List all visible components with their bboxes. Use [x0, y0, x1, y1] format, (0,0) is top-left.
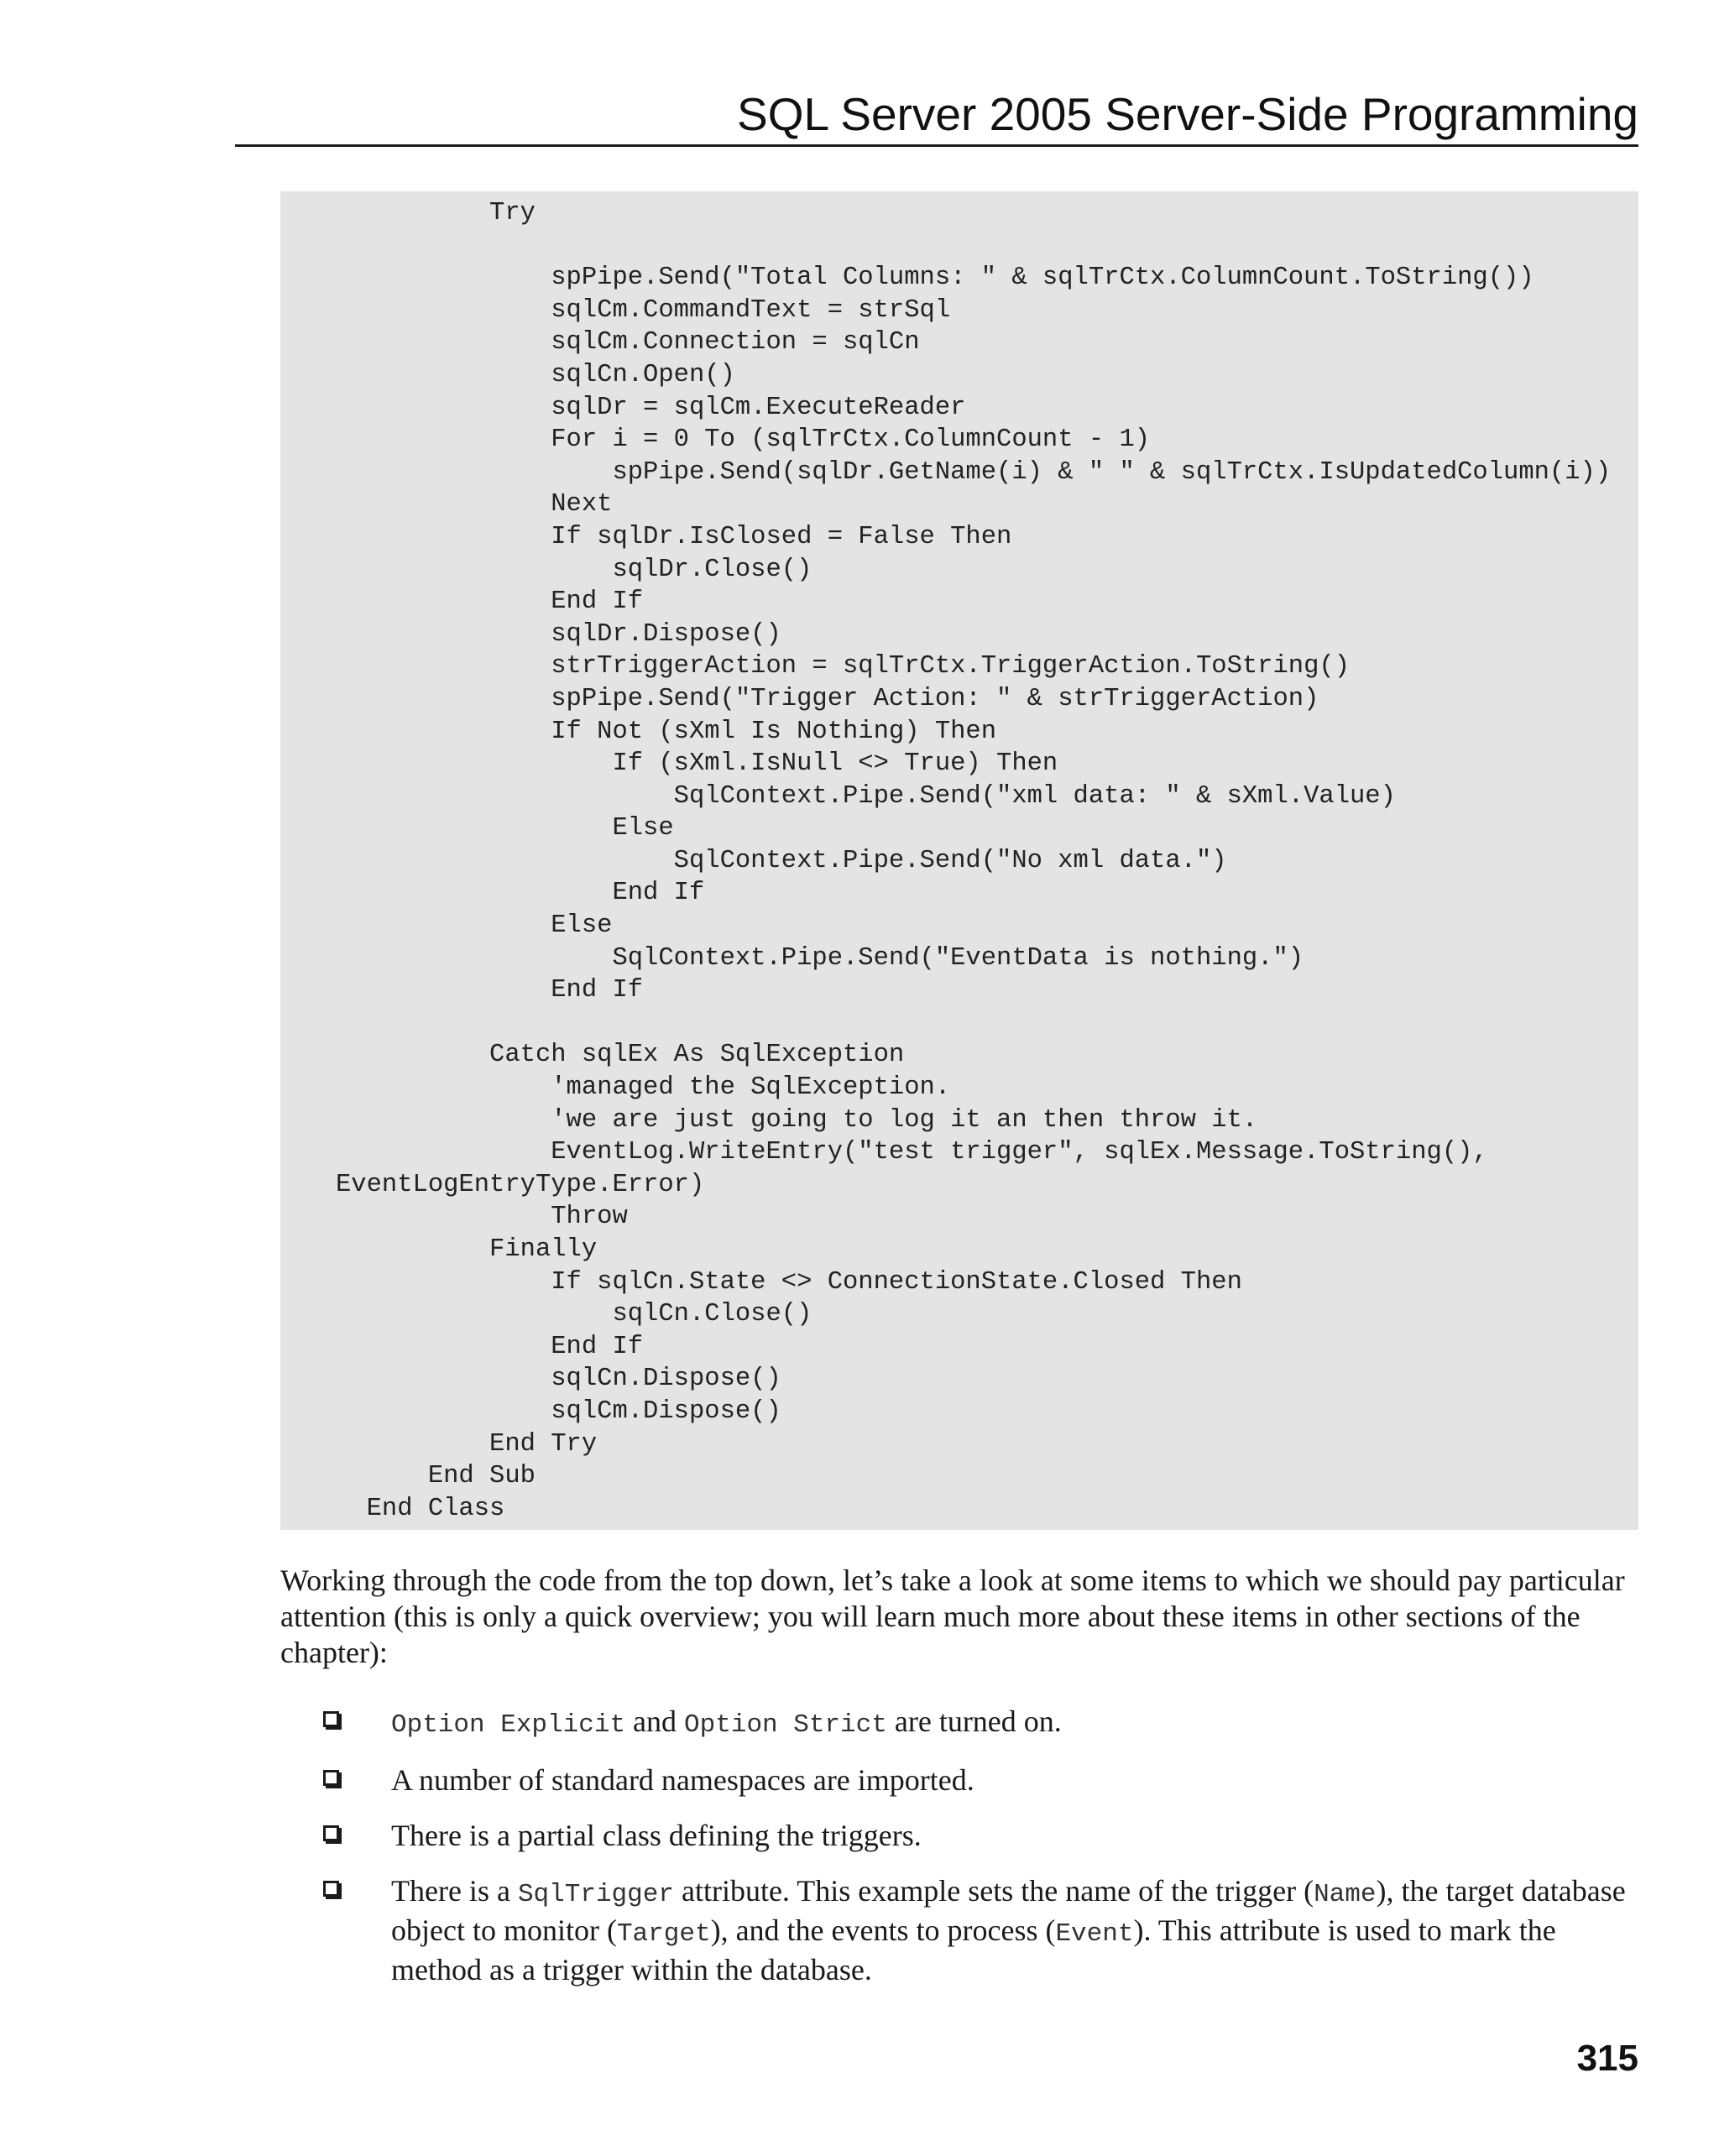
bullet-list	[280, 1704, 1640, 2007]
list-item-text: attribute. This example sets the name of the trigger (	[673, 1874, 1314, 1908]
code-line	[336, 1007, 1638, 1040]
list-item	[280, 1873, 1640, 1988]
inline-code: SqlTrigger	[517, 1880, 674, 1909]
code-line: End If	[336, 1332, 644, 1361]
checkbox-bullet-icon	[323, 1711, 339, 1727]
list-item	[280, 1704, 1640, 1743]
list-item	[280, 1818, 1640, 1854]
code-line: spPipe.Send(sqlDr.GetName(i) & " " & sqlTrCtx.IsUpdatedColumn(i))	[336, 457, 1612, 487]
code-line: If sqlDr.IsClosed = False Then	[336, 522, 1012, 551]
code-line: sqlCm.Dispose()	[336, 1396, 781, 1426]
inline-code: Event	[1055, 1919, 1134, 1949]
code-line: Finally	[336, 1235, 598, 1264]
code-line: sqlDr = sqlCm.ExecuteReader	[336, 393, 966, 422]
list-item-text: There is a	[391, 1874, 518, 1908]
inline-code: Option Explicit	[391, 1710, 626, 1740]
code-line: sqlCn.Close()	[336, 1300, 812, 1329]
code-line: Try	[336, 199, 536, 227]
list-item-text: ). This attribute is used to mark the method as a trigger within the database.	[391, 1913, 1556, 1986]
list-item-text: ), the target database object to monitor (	[391, 1874, 1626, 1947]
code-line: Catch sqlEx As SqlException	[336, 1041, 905, 1070]
list-item-text: are turned on.	[886, 1704, 1062, 1738]
code-line: 'managed the SqlException.	[336, 1073, 951, 1103]
list-item-text: There is a partial class defining the triggers.	[391, 1819, 922, 1852]
inline-code: Option Strict	[684, 1710, 887, 1740]
checkbox-bullet-icon	[323, 1770, 339, 1786]
code-line: Throw	[336, 1203, 628, 1232]
code-line: End If	[336, 879, 705, 908]
page-number: 315	[1576, 2038, 1638, 2079]
running-header-title: SQL Server 2005 Server-Side Programming	[737, 88, 1638, 140]
list-item	[280, 1762, 1640, 1798]
body-paragraph: Working through the code from the top down, let’s take a look at some items to which we should pay particular attention (this is only a quick overview; you will learn much more about these items in other sections of the chapter):	[280, 1563, 1625, 1669]
code-line: Else	[336, 911, 613, 941]
code-line: sqlCn.Dispose()	[336, 1365, 781, 1394]
code-line: sqlCm.CommandText = strSql	[336, 295, 951, 325]
code-line: If (sXml.IsNull <> True) Then	[336, 749, 1058, 779]
code-line: sqlDr.Dispose()	[336, 619, 781, 649]
list-item-text: ), and the events to process (	[710, 1913, 1056, 1947]
code-line: sqlDr.Close()	[336, 555, 812, 584]
code-line: End If	[336, 587, 644, 617]
inline-code: Name	[1314, 1880, 1377, 1909]
code-line: sqlCm.Connection = sqlCn	[336, 328, 920, 358]
code-line	[336, 230, 1638, 263]
code-line: EventLogEntryType.Error)	[336, 1170, 705, 1199]
code-line: sqlCn.Open()	[336, 360, 735, 389]
code-line: For i = 0 To (sqlTrCtx.ColumnCount - 1)	[336, 425, 1151, 455]
code-line: End Class	[336, 1494, 505, 1523]
code-line: Next	[336, 490, 613, 519]
list-item-text: and	[625, 1704, 685, 1738]
checkbox-bullet-icon	[323, 1881, 339, 1897]
code-listing	[280, 191, 1638, 1530]
code-line: spPipe.Send("Trigger Action: " & strTriggerAction)	[336, 684, 1319, 713]
checkbox-bullet-icon	[323, 1825, 339, 1841]
code-line: SqlContext.Pipe.Send("EventData is nothing.")	[336, 943, 1304, 973]
code-line: SqlContext.Pipe.Send("xml data: " & sXml.Value)	[336, 781, 1396, 811]
list-item-text: A number of standard namespaces are imported.	[391, 1763, 974, 1797]
code-line: strTriggerAction = sqlTrCtx.TriggerAction.ToString()	[336, 652, 1350, 681]
page-header	[235, 84, 1638, 147]
code-line: If Not (sXml Is Nothing) Then	[336, 717, 997, 746]
code-line: End If	[336, 976, 644, 1005]
code-line: SqlContext.Pipe.Send("No xml data.")	[336, 846, 1227, 875]
inline-code: Target	[616, 1919, 711, 1949]
code-line: spPipe.Send("Total Columns: " & sqlTrCtx.ColumnCount.ToString())	[336, 264, 1534, 293]
code-line: End Try	[336, 1429, 598, 1459]
code-line: EventLog.WriteEntry("test trigger", sqlEx.Message.ToString(),	[336, 1138, 1488, 1167]
code-line: Else	[336, 814, 674, 843]
code-line: End Sub	[336, 1462, 536, 1491]
code-line: 'we are just going to log it an then throw it.	[336, 1105, 1258, 1135]
code-line: If sqlCn.State <> ConnectionState.Closed Then	[336, 1267, 1242, 1297]
